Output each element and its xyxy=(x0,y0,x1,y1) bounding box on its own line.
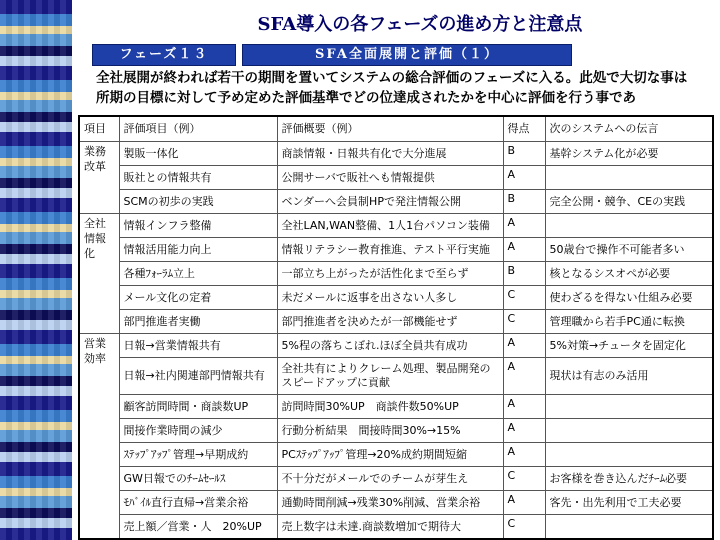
item-cell: 部門推進者実働 xyxy=(119,310,277,334)
evaluation-table xyxy=(78,115,714,540)
score-cell: C xyxy=(503,515,545,540)
table-row xyxy=(79,214,713,238)
item-cell: 情報活用能力向上 xyxy=(119,238,277,262)
score-cell: B xyxy=(503,142,545,166)
summary-cell: 商談情報・日報共有化で大分進展 xyxy=(277,142,503,166)
summary-cell: 未だメールに返事を出さない人多し xyxy=(277,286,503,310)
score-cell: A xyxy=(503,238,545,262)
score-cell: A xyxy=(503,443,545,467)
message-cell: 現状は有志のみ活用 xyxy=(545,358,713,395)
score-cell: A xyxy=(503,395,545,419)
message-cell: 客先・出先利用で工夫必要 xyxy=(545,491,713,515)
score-cell: A xyxy=(503,334,545,358)
summary-cell: 行動分析結果 間接時間30%→15% xyxy=(277,419,503,443)
header-item: 評価項目（例） xyxy=(119,116,277,142)
score-cell: A xyxy=(503,419,545,443)
message-cell: 基幹システム化が必要 xyxy=(545,142,713,166)
table-row xyxy=(79,190,713,214)
table-row xyxy=(79,238,713,262)
summary-cell: 部門推進者を決めたが一部機能せず xyxy=(277,310,503,334)
message-cell: お客様を巻き込んだﾁｰﾑ必要 xyxy=(545,467,713,491)
table-row xyxy=(79,358,713,395)
score-cell: A xyxy=(503,166,545,190)
item-cell: 売上額／営業・人 20%UP xyxy=(119,515,277,540)
message-cell: 5%対策→チュータを固定化 xyxy=(545,334,713,358)
summary-cell: 通勤時間削減→残業30%削減、営業余裕 xyxy=(277,491,503,515)
table-row xyxy=(79,142,713,166)
table-row xyxy=(79,262,713,286)
table-row xyxy=(79,310,713,334)
message-cell: 核となるシスオペが必要 xyxy=(545,262,713,286)
item-cell: 各種ﾌｫｰﾗﾑ立上 xyxy=(119,262,277,286)
binding-strip-decoration xyxy=(0,0,72,540)
message-cell: 管理職から若手PC通に転換 xyxy=(545,310,713,334)
item-cell: 販社との情報共有 xyxy=(119,166,277,190)
message-cell xyxy=(545,443,713,467)
table-row xyxy=(79,334,713,358)
item-cell: ｽﾃｯﾌﾟｱｯﾌﾟ管理→早期成約 xyxy=(119,443,277,467)
plan-label: SFA全面展開と評価（１） xyxy=(242,44,572,66)
summary-cell: 売上数字は未達.商談数増加で期待大 xyxy=(277,515,503,540)
table-row xyxy=(79,443,713,467)
category-cell: 業務改革 xyxy=(79,142,119,214)
table-row xyxy=(79,467,713,491)
item-cell: 日報→営業情報共有 xyxy=(119,334,277,358)
item-cell: 日報→社内関連部門情報共有 xyxy=(119,358,277,395)
item-cell: 顧客訪問時間・商談数UP xyxy=(119,395,277,419)
item-cell: 間接作業時間の減少 xyxy=(119,419,277,443)
summary-cell: 不十分だがメールでのチームが芽生え xyxy=(277,467,503,491)
summary-cell: 情報リテラシー教育推進、テスト平行実施 xyxy=(277,238,503,262)
summary-cell: 訪問時間30%UP 商談件数50%UP xyxy=(277,395,503,419)
header-category: 項目 xyxy=(79,116,119,142)
score-cell: A xyxy=(503,214,545,238)
summary-cell: 全社LAN,WAN整備、1人1台パソコン装備 xyxy=(277,214,503,238)
category-cell: 営業効率 xyxy=(79,334,119,540)
table-header-row xyxy=(79,116,713,142)
item-cell: ﾓﾊﾞｲﾙ直行直帰→営業余裕 xyxy=(119,491,277,515)
item-cell: GW日報でのﾁｰﾑｾｰﾙｽ xyxy=(119,467,277,491)
message-cell xyxy=(545,419,713,443)
summary-cell: 5%程の落ちこぼれ.ほぼ全員共有成功 xyxy=(277,334,503,358)
table-row xyxy=(79,515,713,540)
message-cell xyxy=(545,515,713,540)
message-cell: 完全公開・競争、CEの実践 xyxy=(545,190,713,214)
table-row xyxy=(79,166,713,190)
score-cell: A xyxy=(503,358,545,395)
message-cell xyxy=(545,166,713,190)
phase-label: フェーズ１３ xyxy=(92,44,236,66)
score-cell: C xyxy=(503,286,545,310)
item-cell: 製販一体化 xyxy=(119,142,277,166)
message-cell xyxy=(545,214,713,238)
score-cell: C xyxy=(503,467,545,491)
score-cell: B xyxy=(503,262,545,286)
summary-cell: 公開サーバで販社へも情報提供 xyxy=(277,166,503,190)
summary-cell: ベンダーへ会員制HPで発注情報公開 xyxy=(277,190,503,214)
item-cell: SCMの初歩の実践 xyxy=(119,190,277,214)
score-cell: C xyxy=(503,310,545,334)
intro-text: 全社展開が終われば若干の期間を置いてシステムの総合評価のフェーズに入る。此処で大切な事は所期の目標に対して予め定めた評価基準でどの位達成されたかを中心に評価を行う事であ xyxy=(96,70,688,106)
item-cell: 情報インフラ整備 xyxy=(119,214,277,238)
summary-cell: PCｽﾃｯﾌﾟｱｯﾌﾟ管理→20%成約期間短縮 xyxy=(277,443,503,467)
score-cell: A xyxy=(503,491,545,515)
score-cell: B xyxy=(503,190,545,214)
item-cell: メール文化の定着 xyxy=(119,286,277,310)
message-cell xyxy=(545,395,713,419)
summary-cell: 一部立ち上がったが活性化まで至らず xyxy=(277,262,503,286)
summary-cell: 全社共有によりクレーム処理、製品開発のスピードアップに貢献 xyxy=(277,358,503,395)
header-score: 得点 xyxy=(503,116,545,142)
page-title: SFA導入の各フェーズの進め方と注意点 xyxy=(257,14,583,35)
table-row xyxy=(79,419,713,443)
table-row xyxy=(79,286,713,310)
table-row xyxy=(79,491,713,515)
header-summary: 評価概要（例） xyxy=(277,116,503,142)
category-cell: 全社情報化 xyxy=(79,214,119,334)
message-cell: 使わざるを得ない仕組み必要 xyxy=(545,286,713,310)
table-row xyxy=(79,395,713,419)
message-cell: 50歳台で操作不可能者多い xyxy=(545,238,713,262)
header-message: 次のシステムへの伝言 xyxy=(545,116,713,142)
